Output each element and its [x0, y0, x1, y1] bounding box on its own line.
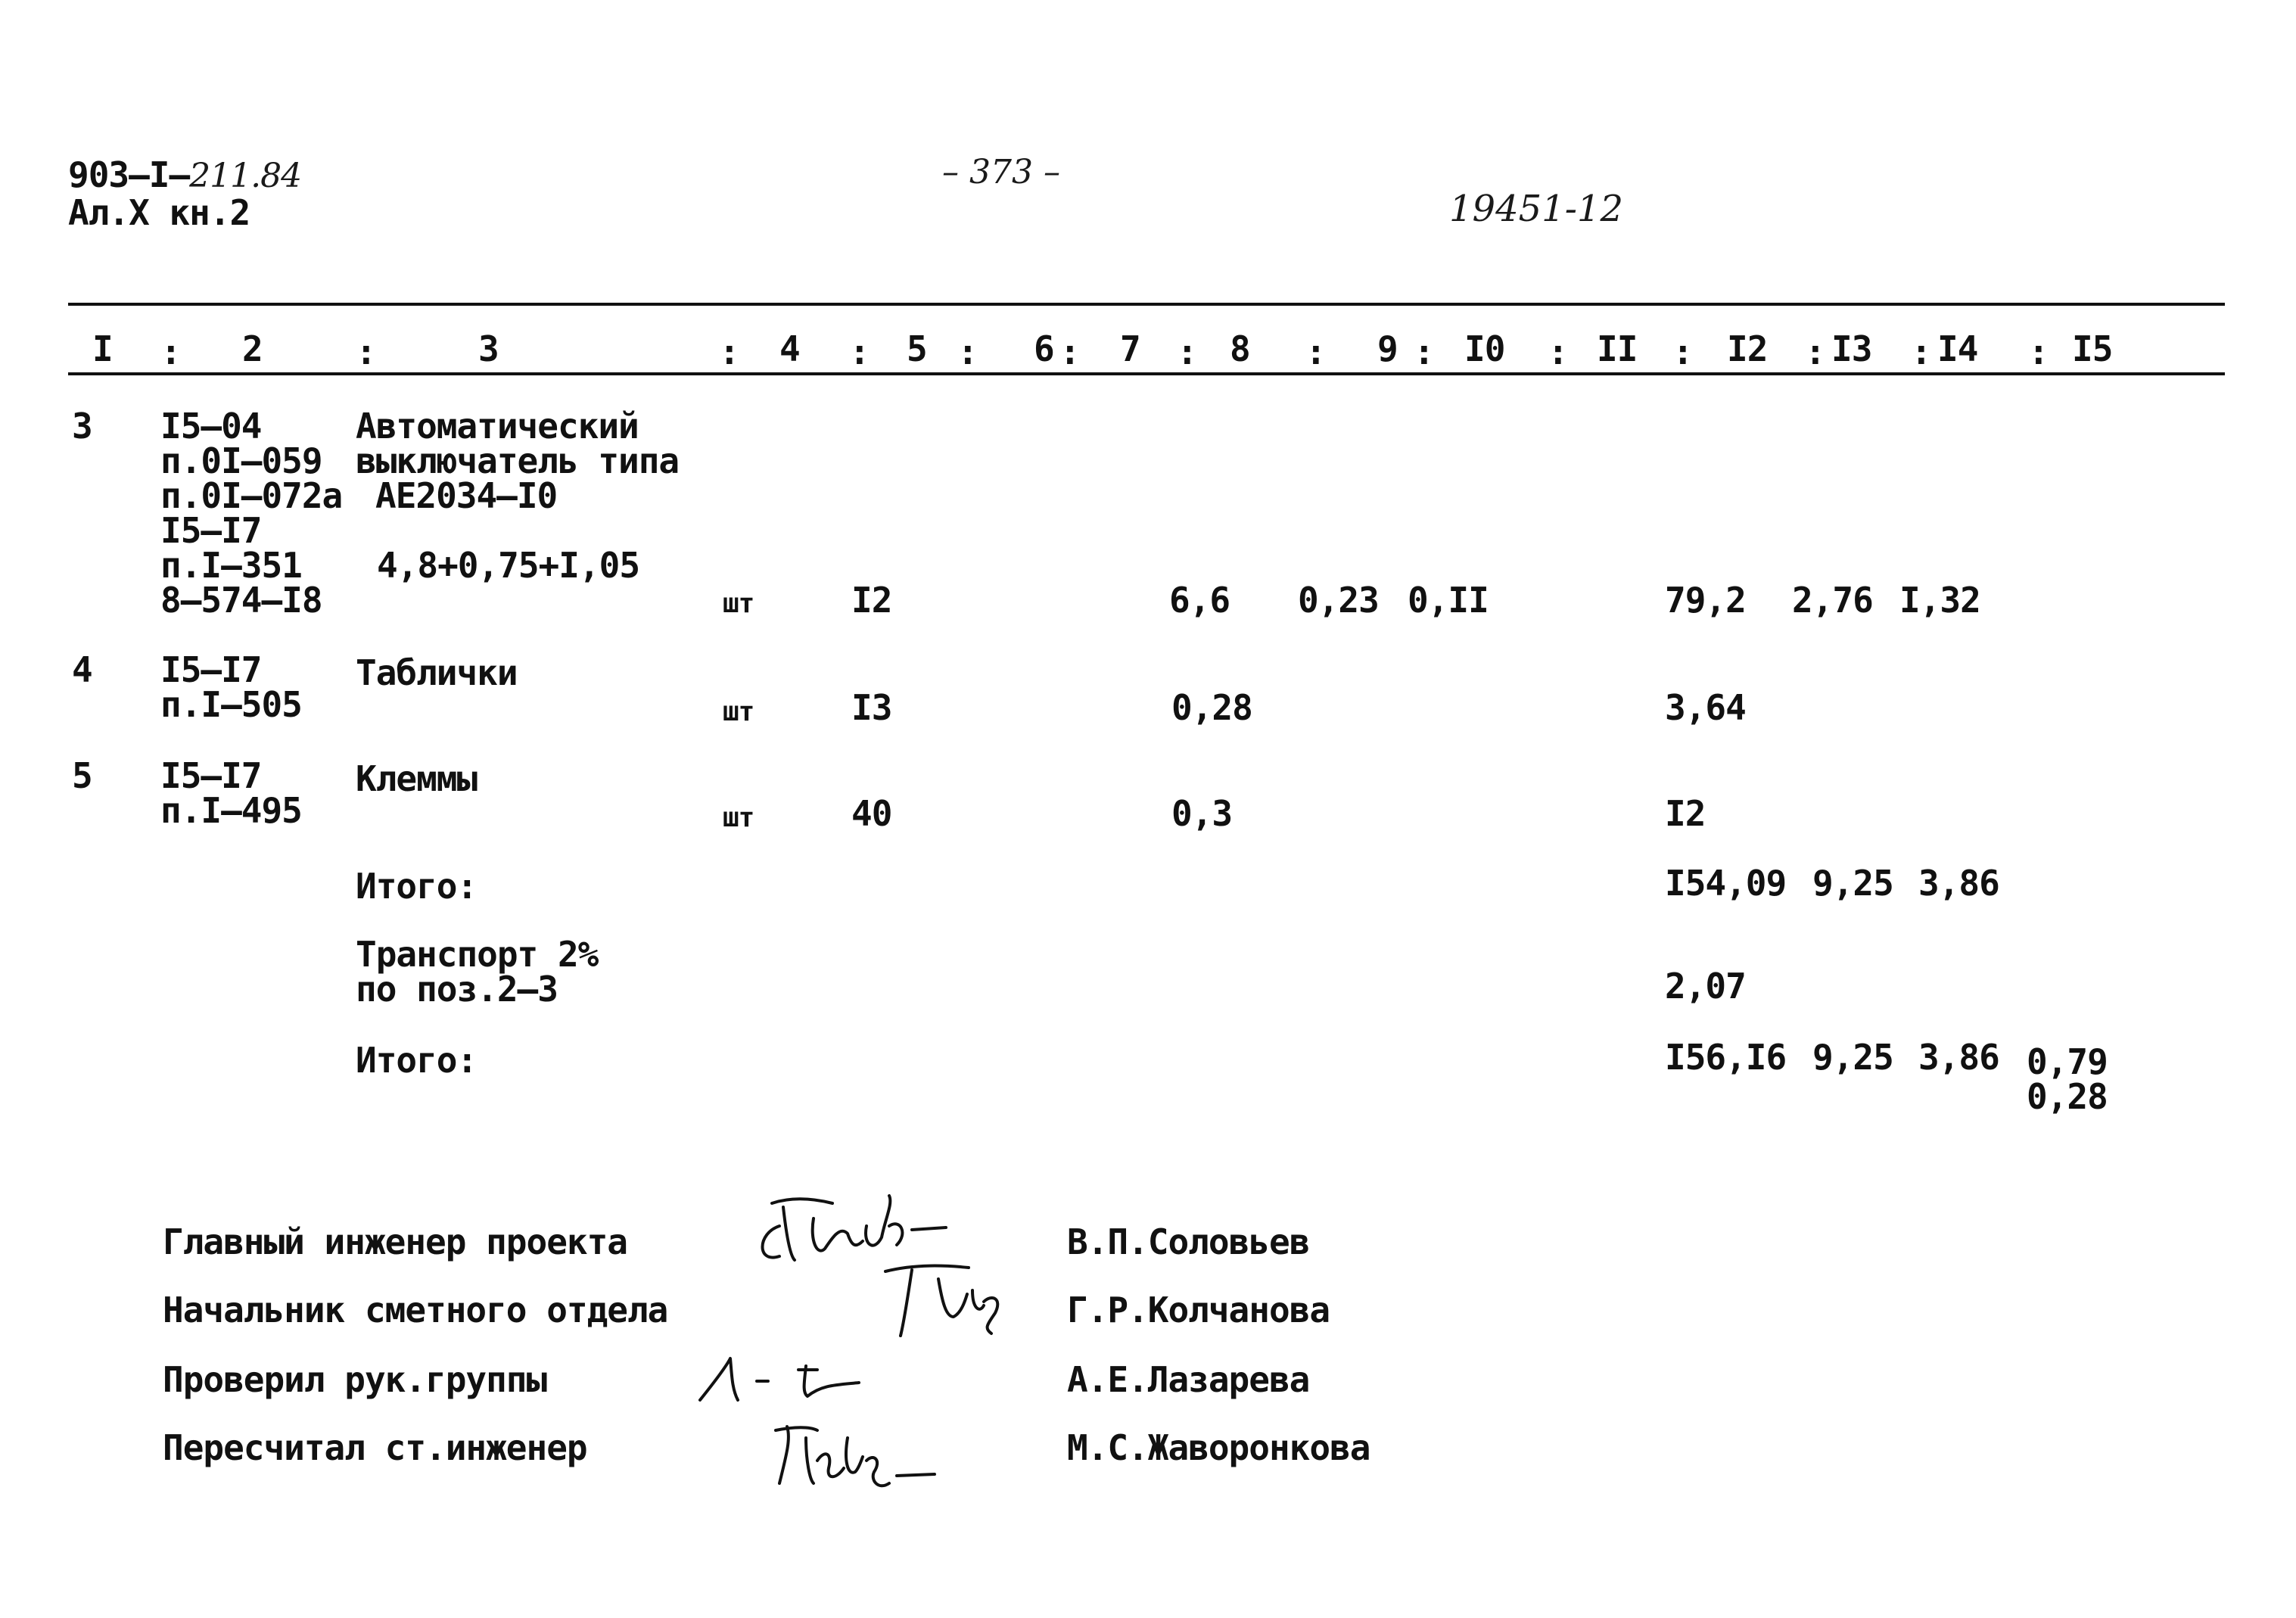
row-cell-13: 2,76 — [1792, 580, 1873, 621]
column-separator: : — [849, 331, 870, 372]
row-code-line: п.0I–072а — [160, 475, 343, 516]
row-unit: шт — [723, 588, 754, 619]
row-cell-8: 6,6 — [1169, 580, 1230, 621]
row-number: 4 — [72, 649, 92, 690]
column-header: I4 — [1937, 328, 1978, 369]
column-header: I3 — [1831, 328, 1872, 369]
row-name-line: Клеммы — [356, 758, 478, 799]
row-cell-12: 3,64 — [1665, 687, 1746, 728]
table-header-rule — [68, 372, 2225, 375]
column-header: I5 — [2072, 328, 2113, 369]
transport-label-line: Транспорт 2% — [356, 934, 599, 975]
total-cell-15-line: 0,79 — [2027, 1041, 2108, 1082]
column-separator: : — [1672, 331, 1693, 372]
row-cell-12: I2 — [1665, 793, 1706, 834]
column-header: 7 — [1120, 328, 1140, 369]
column-header: I — [92, 328, 113, 369]
row-code-line: п.0I–059 — [160, 440, 322, 481]
row-number: 5 — [72, 755, 92, 796]
total-cell-12: I56,I6 — [1665, 1037, 1787, 1078]
column-separator: : — [160, 331, 181, 372]
document-code-handwritten: 211.84 — [189, 157, 302, 195]
total-cell-13: 9,25 — [1812, 1037, 1893, 1078]
column-header: I2 — [1727, 328, 1768, 369]
row-name-line: Таблички — [356, 652, 518, 693]
row-unit: шт — [723, 696, 754, 727]
row-cell-8: 0,28 — [1171, 687, 1252, 728]
handwritten-signature — [870, 1249, 1014, 1347]
row-cell-9: 0,23 — [1298, 580, 1379, 621]
row-name-line: Автоматический — [356, 406, 639, 447]
column-header: II — [1597, 328, 1638, 369]
document-code-prefix: 903–I– — [68, 154, 190, 195]
row-unit: шт — [723, 802, 754, 833]
subtotal-label: Итого: — [356, 866, 478, 907]
column-separator: : — [2028, 331, 2049, 372]
row-cell-14: I,32 — [1899, 580, 1980, 621]
signature-name: В.П.Соловьев — [1067, 1221, 1310, 1262]
document-number: 19451-12 — [1449, 188, 1623, 230]
row-cell-12: 79,2 — [1665, 580, 1746, 621]
signature-role: Начальник сметного отдела — [163, 1290, 668, 1330]
signature-name: Г.Р.Колчанова — [1067, 1290, 1330, 1330]
column-separator: : — [1805, 331, 1825, 372]
column-header: 2 — [242, 328, 263, 369]
row-code-line: I5–I7 — [160, 755, 262, 796]
total-cell-14: 3,86 — [1918, 1037, 1999, 1078]
row-cell-10: 0,II — [1408, 580, 1489, 621]
column-separator: : — [1911, 331, 1931, 372]
row-quantity: I2 — [851, 580, 892, 621]
document-code — [68, 154, 302, 195]
column-separator: : — [356, 331, 376, 372]
column-header: 9 — [1377, 328, 1398, 369]
signature-name: М.С.Жаворонкова — [1067, 1427, 1370, 1468]
page-number: – 373 – — [942, 153, 1060, 191]
row-number: 3 — [72, 406, 92, 447]
row-quantity: I3 — [851, 687, 892, 728]
handwritten-signature — [764, 1408, 969, 1506]
handwritten-signature — [685, 1343, 882, 1411]
signature-name: А.Е.Лазарева — [1067, 1359, 1310, 1400]
signature-role: Проверил рук.группы — [163, 1359, 547, 1400]
row-name-line: 4,8+0,75+I,05 — [377, 545, 640, 586]
column-header: 4 — [779, 328, 800, 369]
column-header: 8 — [1230, 328, 1250, 369]
total-cell-15-line: 0,28 — [2027, 1076, 2108, 1117]
album-label: Ал.Х кн.2 — [68, 192, 250, 233]
subtotal-cell-12: I54,09 — [1665, 863, 1787, 904]
row-name-line: выключатель типа — [356, 440, 680, 481]
signature-role: Главный инженер проекта — [163, 1221, 627, 1262]
table-top-rule — [68, 303, 2225, 306]
column-separator: : — [1414, 331, 1434, 372]
column-separator: : — [719, 331, 739, 372]
row-quantity: 40 — [851, 793, 892, 834]
row-code-line: I5–04 — [160, 406, 262, 447]
column-separator: : — [957, 331, 978, 372]
column-header: 6 — [1034, 328, 1054, 369]
row-code-line: п.I–505 — [160, 684, 302, 725]
column-separator: : — [1305, 331, 1326, 372]
subtotal-cell-14: 3,86 — [1918, 863, 1999, 904]
row-cell-8: 0,3 — [1171, 793, 1233, 834]
column-separator: : — [1548, 331, 1568, 372]
row-code-line: п.I–351 — [160, 545, 302, 586]
total-label: Итого: — [356, 1040, 478, 1081]
column-separator: : — [1059, 331, 1080, 372]
transport-cell-12: 2,07 — [1665, 966, 1746, 1007]
column-separator: : — [1177, 331, 1197, 372]
row-code-line: 8–574–I8 — [160, 580, 322, 621]
row-code-line: I5–I7 — [160, 510, 262, 551]
transport-label-line: по поз.2–3 — [356, 969, 558, 1010]
signature-role: Пересчитал ст.инженер — [163, 1427, 587, 1468]
column-header: 5 — [907, 328, 927, 369]
column-header: I0 — [1464, 328, 1505, 369]
row-code-line: п.I–495 — [160, 790, 302, 831]
row-code-line: I5–I7 — [160, 649, 262, 690]
row-name-line: АЕ2034–I0 — [375, 475, 558, 516]
subtotal-cell-13: 9,25 — [1812, 863, 1893, 904]
column-header: 3 — [478, 328, 499, 369]
